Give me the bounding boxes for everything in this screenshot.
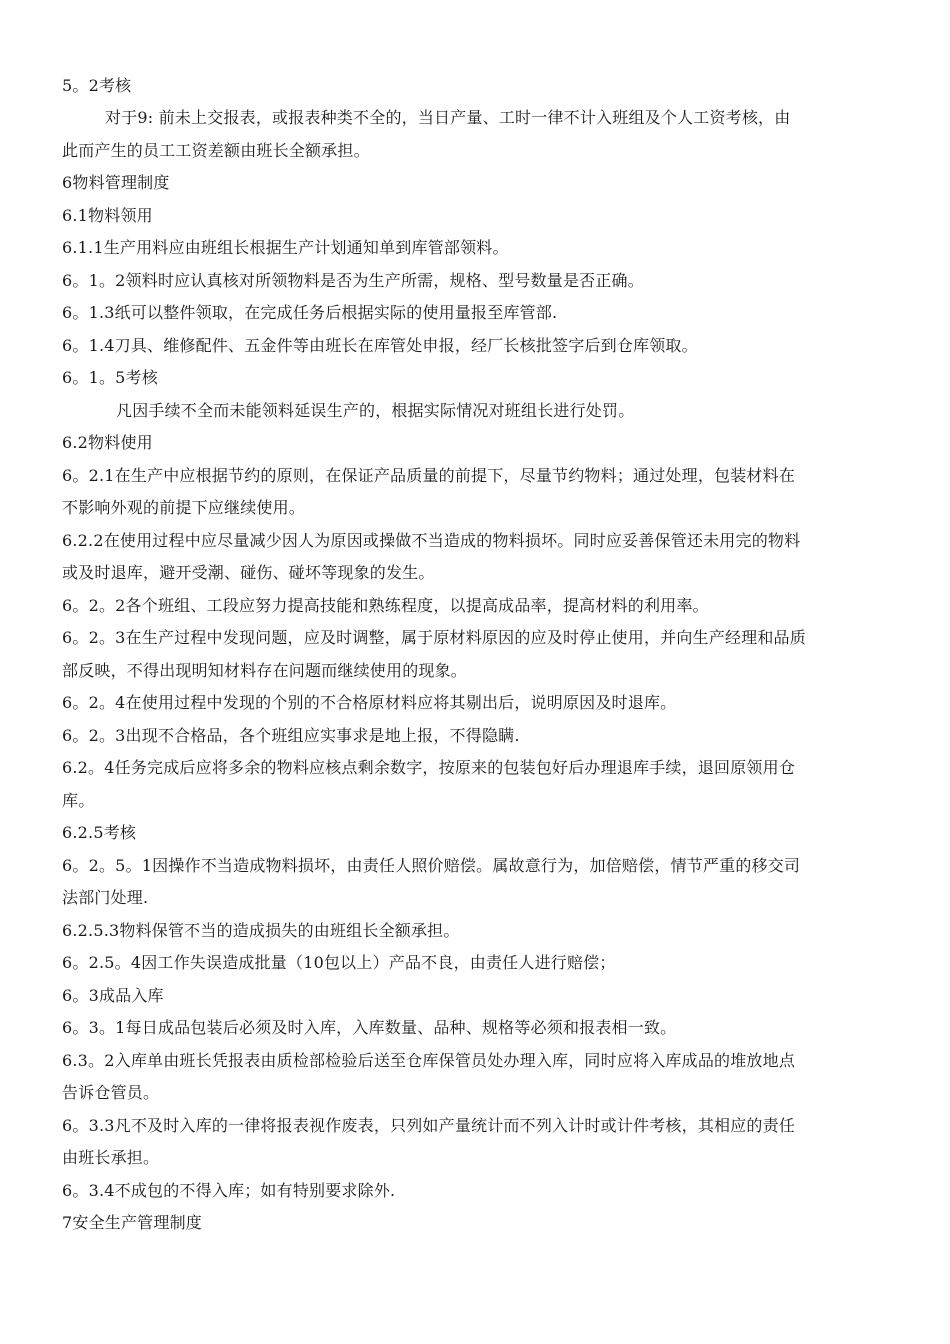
paragraph-line: 6。3.4不成包的不得入库；如有特别要求除外. [62, 1181, 396, 1200]
paragraph-line: 6。2.1在生产中应根据节约的原则，在保证产品质量的前提下，尽量节约物料；通过处理，包装材料在 [62, 466, 796, 485]
paragraph-line: 或及时退库，避开受潮、碰伤、碰坏等现象的发生。 [62, 563, 435, 582]
paragraph-line: 法部门处理. [62, 888, 149, 907]
section-heading-6-2: 6.2物料使用 [62, 433, 153, 452]
section-heading-6-2-5: 6.2.5考核 [62, 823, 137, 842]
paragraph-line: 6。2。5。1因操作不当造成物料损坏，由责任人照价赔偿。属故意行为，加倍赔偿，情节严重的移交司 [62, 856, 801, 875]
paragraph-line: 6。2。3出现不合格品，各个班组应实事求是地上报，不得隐瞒. [62, 726, 520, 745]
paragraph-line: 由班长承担。 [62, 1148, 160, 1167]
section-heading-6-1: 6.1物料领用 [62, 206, 153, 225]
section-heading-6: 6物料管理制度 [62, 173, 170, 192]
section-heading-6-3: 6。3成品入库 [62, 986, 164, 1005]
paragraph-line: 对于9: 前未上交报表，或报表种类不全的，当日产量、工时一律不计入班组及个人工资考核，由 [105, 108, 791, 127]
paragraph-line: 6.3。2入库单由班长凭报表由质检部检验后送至仓库保管员处办理入库，同时应将入库成品的堆放地点 [62, 1051, 796, 1070]
paragraph-line: 6。1.3纸可以整件领取，在完成任务后根据实际的使用量报至库管部. [62, 303, 558, 322]
paragraph-line: 库。 [62, 791, 95, 810]
section-heading-5-2: 5。2考核 [62, 76, 132, 95]
paragraph-line: 6。2。2各个班组、工段应努力提高技能和熟练程度，以提高成品率，提高材料的利用率。 [62, 596, 709, 615]
paragraph-line: 6。3.3凡不及时入库的一律将报表视作废表，只列如产量统计而不列入计时或计件考核，其相应的责任 [62, 1116, 796, 1135]
paragraph-line: 6。3。1每日成品包装后必须及时入库，入库数量、品种、规格等必须和报表相一致。 [62, 1018, 677, 1037]
paragraph-line: 此而产生的员工工资差额由班长全额承担。 [62, 141, 370, 160]
paragraph-line: 6。1。2领料时应认真核对所领物料是否为生产所需，规格、型号数量是否正确。 [62, 271, 644, 290]
paragraph-line: 凡因手续不全而未能领料延误生产的，根据实际情况对班组长进行处罚。 [116, 401, 635, 420]
paragraph-line: 6.2.5.3物料保管不当的造成损失的由班组长全额承担。 [62, 921, 460, 940]
paragraph-line: 6。2。4在使用过程中发现的个别的不合格原材料应将其剔出后，说明原因及时退库。 [62, 693, 677, 712]
section-heading-7: 7安全生产管理制度 [62, 1213, 202, 1232]
paragraph-line: 6。2。3在生产过程中发现问题，应及时调整，属于原材料原因的应及时停止使用，并向生产经理和品质 [62, 628, 806, 647]
paragraph-line: 6。1.4刀具、维修配件、五金件等由班长在库管处申报，经厂长核批签字后到仓库领取。 [62, 336, 698, 355]
paragraph-line: 6.1.1生产用料应由班组长根据生产计划通知单到库管部领料。 [62, 238, 509, 257]
paragraph-line: 部反映，不得出现明知材料存在问题而继续使用的现象。 [62, 661, 468, 680]
paragraph-line: 6.2。4任务完成后应将多余的物料应核点剩余数字，按原来的包装包好后办理退库手续，退回原领用仓 [62, 758, 796, 777]
section-heading-6-1-5: 6。1。5考核 [62, 368, 158, 387]
paragraph-line: 6.2.2在使用过程中应尽量减少因人为原因或操做不当造成的物料损坏。同时应妥善保管还未用完的物料 [62, 531, 801, 550]
paragraph-line: 不影响外观的前提下应继续使用。 [62, 498, 306, 517]
paragraph-line: 6。2.5。4因工作失误造成批量（10包以上）产品不良，由责任人进行赔偿； [62, 953, 616, 972]
paragraph-line: 告诉仓管员。 [62, 1083, 160, 1102]
